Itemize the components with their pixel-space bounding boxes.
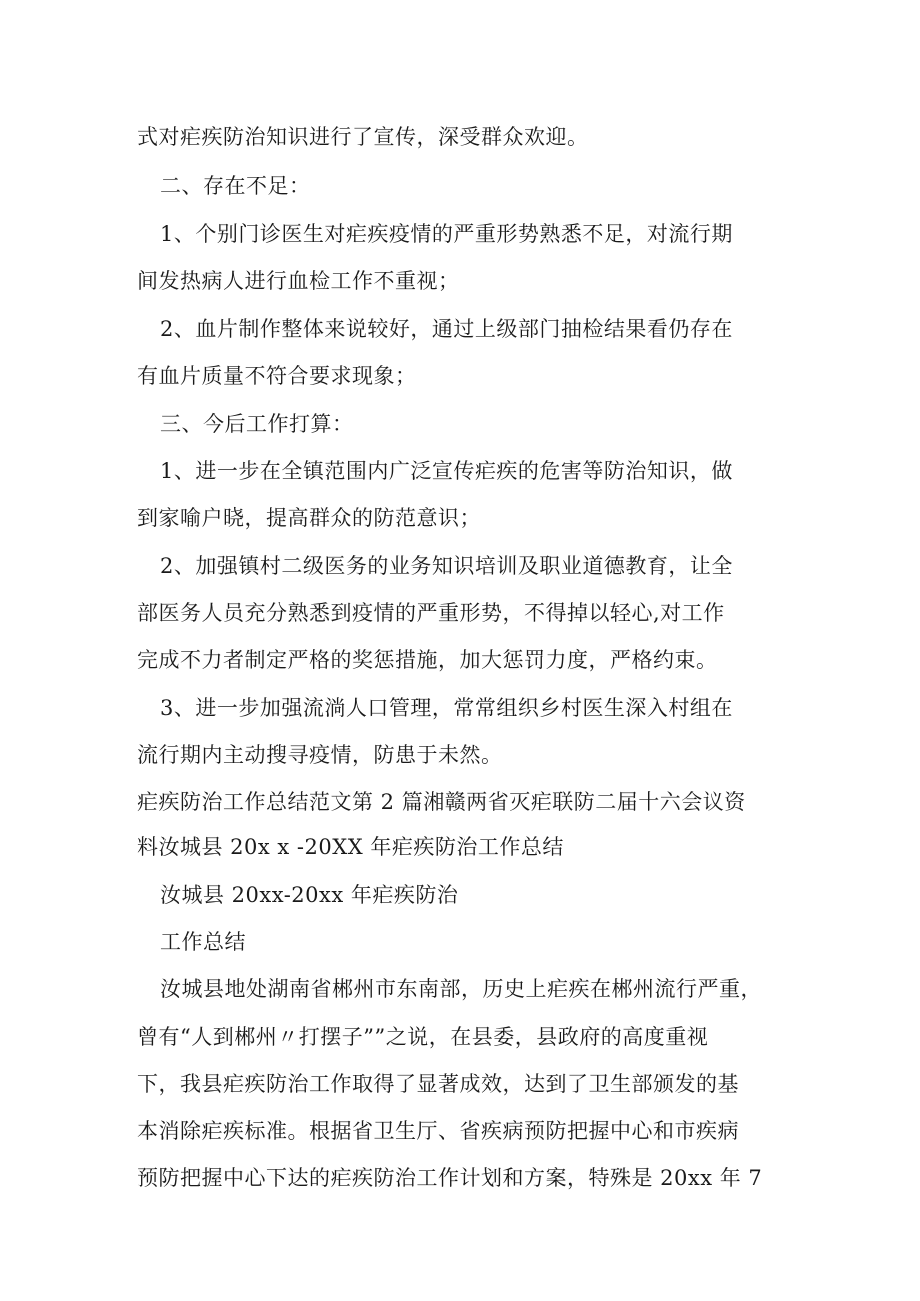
text-line: 到家喻户晓，提高群众的防范意识； [137,506,481,530]
text-line: 3、进一步加强流淌人口管理，常常组织乡村医生深入村组在 [160,696,733,720]
text-line: 预防把握中心下达的疟疾防治工作计划和方案，特殊是 20xx 年 7 [137,1166,763,1190]
text-line: 本消除疟疾标准。根据省卫生厅、省疾病预防把握中心和市疾病 [137,1119,739,1143]
text-line: 间发热病人进行血检工作不重视； [137,269,460,293]
text-line: 汝城县地处湖南省郴州市东南部，历史上疟疾在郴州流行严重， [160,977,762,1001]
text-line: 部医务人员充分熟悉到疫情的严重形势，不得掉以轻心,对工作 [137,601,725,625]
text-line: 料汝城县 20x x -20XX 年疟疾防治工作总结 [137,835,564,859]
text-line: 汝城县 20xx-20xx 年疟疾防治 [160,883,459,907]
text-line: 曾有“人到郴州〃打摆子””之说，在县委，县政府的高度重视 [137,1025,709,1049]
text-line: 工作总结 [160,930,246,954]
section-heading: 二、存在不足： [160,174,311,198]
text-line: 2、加强镇村二级医务的业务知识培训及职业道德教育，让全 [160,554,733,578]
text-line: 下，我县疟疾防治工作取得了显著成效，达到了卫生部颁发的基 [137,1072,739,1096]
text-line: 疟疾防治工作总结范文第 2 篇湘赣两省灭疟联防二届十六会议资 [137,790,746,814]
text-line: 式对疟疾防治知识进行了宣传，深受群众欢迎。 [137,125,589,149]
text-line: 2、血片制作整体来说较好，通过上级部门抽检结果看仍存在 [160,317,733,341]
text-line: 流行期内主动搜寻疫情，防患于未然。 [137,743,503,767]
text-line: 1、进一步在全镇范围内广泛宣传疟疾的危害等防治知识，做 [160,459,733,483]
text-line: 完成不力者制定严格的奖惩措施，加大惩罚力度，严格约束。 [137,648,718,672]
text-line: 1、个别门诊医生对疟疾疫情的严重形势熟悉不足，对流行期 [160,222,733,246]
section-heading: 三、今后工作打算： [160,412,354,436]
text-line: 有血片质量不符合要求现象； [137,364,417,388]
